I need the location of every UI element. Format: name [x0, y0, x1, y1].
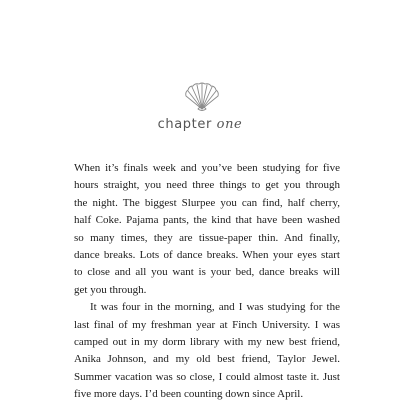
text-line: dance breaks. Lots of dance breaks. When your eyes start [74, 248, 340, 261]
text-line: so many times, they are tissue-paper thin. And finally, [74, 231, 340, 244]
chapter-heading [0, 117, 400, 132]
paragraph-2 [74, 299, 340, 400]
text-line: hours straight, you need three things to get you through [74, 179, 340, 192]
shell-icon [183, 82, 221, 112]
text-line: Summer vacation was so close, I could almost taste it. Just [74, 370, 340, 383]
text-line: camped out in my dorm library with my new best friend, [74, 335, 340, 348]
text-line: last final of my freshman year at Finch University. I was [74, 318, 340, 331]
chapter-heading-prefix: chapter [157, 117, 217, 132]
text-line: get you through. [74, 283, 147, 296]
text-line: to close and all you want is your bed, dance breaks will [74, 266, 340, 279]
text-line: half Coke. Pajama pants, the kind that have been washed [74, 214, 340, 227]
text-line: Anika Johnson, and my old best friend, Taylor Jewel. [74, 353, 340, 366]
text-line: It was four in the morning, and I was studying for the [90, 301, 340, 314]
text-line: the night. The biggest Slurpee you can find, half cherry, [74, 196, 340, 209]
chapter-body [74, 160, 340, 400]
chapter-number: one [216, 117, 243, 132]
paragraph-1 [74, 160, 340, 299]
text-line: When it’s finals week and you’ve been studying for five [74, 162, 340, 174]
text-line: five more days. I’d been counting down since April. [74, 388, 304, 400]
